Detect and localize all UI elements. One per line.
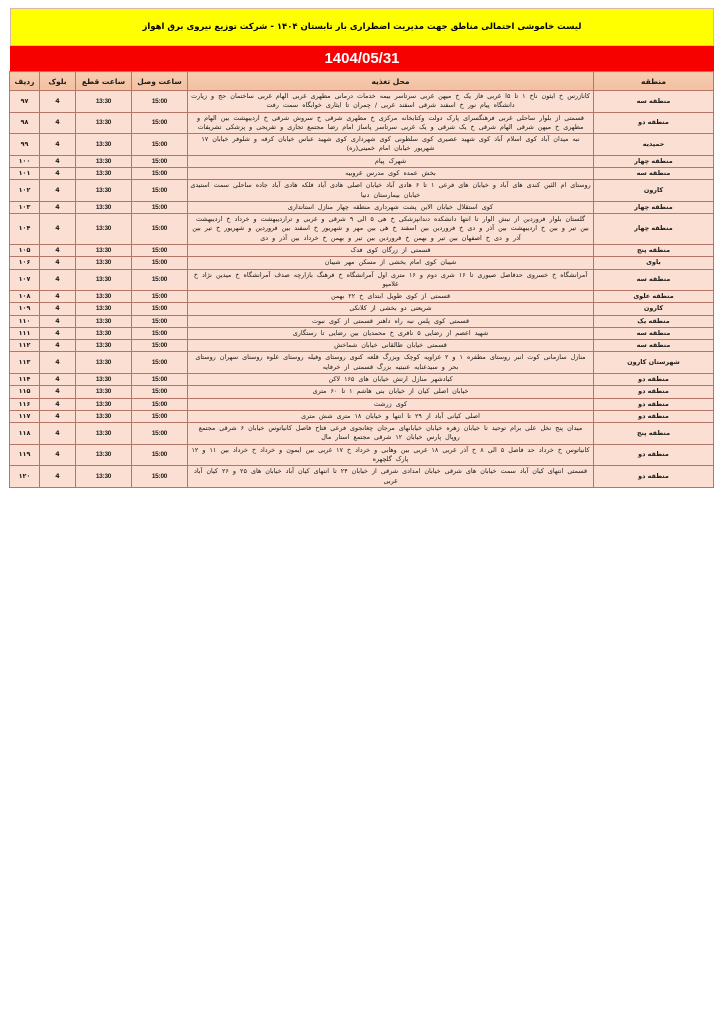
table-row xyxy=(10,214,714,245)
cell-block: 4 xyxy=(40,374,76,386)
cell-off-time: 13:30 xyxy=(76,180,132,202)
cell-on-time: 15:00 xyxy=(132,444,188,466)
cell-region: منطقه یک xyxy=(594,315,714,327)
cell-place: بخش عمده کوی مدرس غروبیه xyxy=(188,167,594,179)
cell-on-time: 15:00 xyxy=(132,386,188,398)
cell-off-time: 13:30 xyxy=(76,269,132,291)
cell-on-time: 15:00 xyxy=(132,257,188,269)
cell-on-time: 15:00 xyxy=(132,134,188,156)
cell-region: منطقه سه xyxy=(594,91,714,113)
cell-on-time: 15:00 xyxy=(132,315,188,327)
table-row xyxy=(10,91,714,113)
cell-off-time: 13:30 xyxy=(76,340,132,352)
table-header-row xyxy=(10,72,714,91)
cell-row-number: ۱۱۶ xyxy=(10,398,40,410)
cell-off-time: 13:30 xyxy=(76,257,132,269)
cell-row-number: ۱۱۸ xyxy=(10,423,40,445)
cell-row-number: ۱۰۱ xyxy=(10,167,40,179)
table-row xyxy=(10,112,714,134)
table-row xyxy=(10,167,714,179)
cell-place: گلستان بلوار فروردین از نبش الوار تا انتها دانشکده دندانپزشکی خ هی ۵ الی ۹ شرقی و غربی و تراردیبهشت و خرداد خ اردیبهشت بین تیر و بین خ اردیبهشت بین آذر و دی خ فروردین بین اسفند خ هی بین مهر و شهریور خ اسفند بین فروردین و شهریور خ تیر بین آذر و دی خ اصفهان بین تیر و بهمن خ فروردین بین تیر و بهمن خ خرداد بین آذر و دی xyxy=(188,214,594,245)
table-row xyxy=(10,374,714,386)
cell-off-time: 13:30 xyxy=(76,466,132,488)
cell-region: منطقه چهار xyxy=(594,201,714,213)
cell-block: 4 xyxy=(40,327,76,339)
cell-region: منطقه چهار xyxy=(594,155,714,167)
table-row xyxy=(10,327,714,339)
cell-block: 4 xyxy=(40,466,76,488)
cell-place: کیادشهر منازل ارتش خیابان های ۱۶۵ لاکن xyxy=(188,374,594,386)
cell-on-time: 15:00 xyxy=(132,352,188,374)
cell-place: خیابان اصلی کیان از خیابان بنی هاشم ۱ تا ۶۰ متری xyxy=(188,386,594,398)
cell-region: منطقه پنج xyxy=(594,423,714,445)
cell-block: 4 xyxy=(40,180,76,202)
cell-region: باوی xyxy=(594,257,714,269)
cell-off-time: 13:30 xyxy=(76,201,132,213)
cell-row-number: ۱۰۶ xyxy=(10,257,40,269)
cell-off-time: 13:30 xyxy=(76,303,132,315)
cell-row-number: ۱۱۱ xyxy=(10,327,40,339)
cell-on-time: 15:00 xyxy=(132,374,188,386)
cell-row-number: ۱۱۹ xyxy=(10,444,40,466)
cell-on-time: 15:00 xyxy=(132,91,188,113)
cell-region: منطقه دو xyxy=(594,410,714,422)
cell-off-time: 13:30 xyxy=(76,291,132,303)
cell-block: 4 xyxy=(40,167,76,179)
cell-region: حمیدیه xyxy=(594,134,714,156)
cell-block: 4 xyxy=(40,386,76,398)
cell-region: منطقه سه xyxy=(594,327,714,339)
table-row xyxy=(10,466,714,488)
cell-off-time: 13:30 xyxy=(76,167,132,179)
cell-off-time: 13:30 xyxy=(76,444,132,466)
table-row xyxy=(10,244,714,256)
cell-row-number: ۱۱۵ xyxy=(10,386,40,398)
cell-row-number: ۹۷ xyxy=(10,91,40,113)
cell-row-number: ۱۱۰ xyxy=(10,315,40,327)
cell-row-number: ۱۰۵ xyxy=(10,244,40,256)
table-row xyxy=(10,444,714,466)
cell-off-time: 13:30 xyxy=(76,214,132,245)
cell-region: منطقه دو xyxy=(594,112,714,134)
cell-row-number: ۱۱۷ xyxy=(10,410,40,422)
cell-off-time: 13:30 xyxy=(76,352,132,374)
cell-on-time: 15:00 xyxy=(132,410,188,422)
cell-off-time: 13:30 xyxy=(76,315,132,327)
cell-region: منطقه پنج xyxy=(594,244,714,256)
cell-place: شهرک پیام xyxy=(188,155,594,167)
cell-on-time: 15:00 xyxy=(132,180,188,202)
cell-block: 4 xyxy=(40,244,76,256)
cell-on-time: 15:00 xyxy=(132,112,188,134)
cell-place: قسمتی انتهای کیان آباد سمت خیابان های شرقی خیابان امدادی شرقی از خیابان ۲۴ تا انتهای کیان آباد خیابان های ۲۵ و ۲۶ کیان آباد غربی xyxy=(188,466,594,488)
cell-block: 4 xyxy=(40,315,76,327)
cell-place: قسمتی از کوی طویل ابتدای خ ۲۲ بهمن xyxy=(188,291,594,303)
column-header-place: محل تغذیه xyxy=(188,72,594,91)
table-row xyxy=(10,315,714,327)
table-row xyxy=(10,155,714,167)
table-row xyxy=(10,257,714,269)
cell-off-time: 13:30 xyxy=(76,374,132,386)
cell-place: شریعتی دو بخشی از کلانکی xyxy=(188,303,594,315)
cell-region: منطقه دو xyxy=(594,386,714,398)
cell-off-time: 13:30 xyxy=(76,386,132,398)
table-row xyxy=(10,303,714,315)
cell-block: 4 xyxy=(40,410,76,422)
table-row xyxy=(10,269,714,291)
cell-on-time: 15:00 xyxy=(132,167,188,179)
cell-place: کانازرس خ ایثون ناخ ۱ تا ۵ا غربی فاز یک خ میهن غربی سرتاسر بیمه خدمات درمانی مطهری غربی الهام غربی ساختمان حج و زیارت دانشگاه پیام نور خ اسفند شرقی اسفند غربی / چمران تا ایثاری خوابگاه سمت رفت xyxy=(188,91,594,113)
cell-place: نبه میدان آباد کوی اسلام آباد کوی شهید عصیری کوی سلطونی کوی شهرداری کوی شهید عباس خیابان کرفه و شلوفر خیابان ۱۷ شهریور خیابان امام خمینی(ره) xyxy=(188,134,594,156)
cell-off-time: 13:30 xyxy=(76,423,132,445)
document-title: لیست خاموشی احتمالی مناطق جهت مدیریت اضطراری بار تابستان ۱۴۰۴ - شرکت توزیع نیروی برق اهواز xyxy=(11,9,714,46)
cell-block: 4 xyxy=(40,269,76,291)
cell-on-time: 15:00 xyxy=(132,291,188,303)
cell-on-time: 15:00 xyxy=(132,340,188,352)
cell-place: اصلی کیانی آباد از ۲۹ تا انتها و خیابان ۱۸ متری شش متری xyxy=(188,410,594,422)
cell-region: منطقه سه xyxy=(594,340,714,352)
table-row xyxy=(10,398,714,410)
cell-off-time: 13:30 xyxy=(76,410,132,422)
cell-row-number: ۱۰۹ xyxy=(10,303,40,315)
table-row xyxy=(10,423,714,445)
cell-region: منطقه چهار xyxy=(594,214,714,245)
cell-row-number: ۱۱۳ xyxy=(10,352,40,374)
cell-off-time: 13:30 xyxy=(76,398,132,410)
cell-region: منطقه دو xyxy=(594,466,714,488)
cell-region: منطقه دو xyxy=(594,374,714,386)
cell-block: 4 xyxy=(40,201,76,213)
cell-block: 4 xyxy=(40,398,76,410)
cell-off-time: 13:30 xyxy=(76,244,132,256)
title-row xyxy=(11,9,714,46)
column-header-off-time: ساعت قطع xyxy=(76,72,132,91)
cell-block: 4 xyxy=(40,423,76,445)
cell-row-number: ۱۰۷ xyxy=(10,269,40,291)
cell-on-time: 15:00 xyxy=(132,269,188,291)
cell-row-number: ۱۰۸ xyxy=(10,291,40,303)
column-header-row: ردیف xyxy=(10,72,40,91)
cell-place: میدان پنج نخل علی برام توحید تا خیابان زهره خیابان خیابانهای مرجان چغانجوی فرعی فتاح فاصل کانیاتوس خیابان ۶ شرقی مجتمع روپال پارس خیابان ۱۲ شرقی مجتمع استار مال xyxy=(188,423,594,445)
date-row xyxy=(11,46,714,71)
cell-off-time: 13:30 xyxy=(76,327,132,339)
cell-block: 4 xyxy=(40,444,76,466)
cell-block: 4 xyxy=(40,340,76,352)
cell-row-number: ۱۱۴ xyxy=(10,374,40,386)
cell-region: کارون xyxy=(594,180,714,202)
cell-block: 4 xyxy=(40,352,76,374)
cell-block: 4 xyxy=(40,134,76,156)
cell-place: روستای ام الئین کندی های آباد و خیابان های فرعی ۱ تا ۶ هادی آباد خیابان اصلی هادی آباد فلکه هادی آباد جاده ساحلی سمت استیدی خیابان بیمارستان دنیا xyxy=(188,180,594,202)
cell-place: قسمتی کوی پلس نبه راه داهنر قسمتی از کوی نبوت xyxy=(188,315,594,327)
table-row xyxy=(10,201,714,213)
cell-block: 4 xyxy=(40,214,76,245)
cell-place: آمرانشگاه خ خسروی حدفاصل صیوری تا ۱۶ شری دوم و ۱۶ متری اول آمرانشگاه خ فرهنگ بازارچه صدف آمرانشگاه خ میدین نژاد خ غلامپو xyxy=(188,269,594,291)
cell-place: کوی استقلال خیابان الاین پشت شهرداری منطقه چهار منازل استانداری xyxy=(188,201,594,213)
cell-on-time: 15:00 xyxy=(132,423,188,445)
cell-off-time: 13:30 xyxy=(76,134,132,156)
cell-place: شهید اعصم از رضایی ۵ نافری خ محمدیان بین رضایی تا رستگاری xyxy=(188,327,594,339)
cell-region: منطقه دو xyxy=(594,444,714,466)
table-row xyxy=(10,410,714,422)
document-header-table xyxy=(10,8,714,71)
column-header-block: بلوک xyxy=(40,72,76,91)
cell-on-time: 15:00 xyxy=(132,201,188,213)
cell-on-time: 15:00 xyxy=(132,466,188,488)
cell-place: قسمتی خیابان طالقانی خیابان شماخش xyxy=(188,340,594,352)
table-row xyxy=(10,180,714,202)
document-date: 1404/05/31 xyxy=(11,46,714,71)
cell-row-number: ۱۰۲ xyxy=(10,180,40,202)
cell-block: 4 xyxy=(40,155,76,167)
cell-region: منطقه دو xyxy=(594,398,714,410)
cell-on-time: 15:00 xyxy=(132,398,188,410)
cell-block: 4 xyxy=(40,91,76,113)
cell-on-time: 15:00 xyxy=(132,244,188,256)
cell-off-time: 13:30 xyxy=(76,112,132,134)
cell-on-time: 15:00 xyxy=(132,327,188,339)
table-row xyxy=(10,340,714,352)
table-row xyxy=(10,291,714,303)
cell-on-time: 15:00 xyxy=(132,155,188,167)
cell-row-number: ۱۰۰ xyxy=(10,155,40,167)
cell-on-time: 15:00 xyxy=(132,303,188,315)
cell-region: منطقه سه xyxy=(594,269,714,291)
cell-place: کوی زرشت xyxy=(188,398,594,410)
cell-region: کارون xyxy=(594,303,714,315)
table-row xyxy=(10,352,714,374)
table-row xyxy=(10,134,714,156)
cell-row-number: ۹۸ xyxy=(10,112,40,134)
cell-block: 4 xyxy=(40,112,76,134)
cell-row-number: ۱۲۰ xyxy=(10,466,40,488)
outage-schedule-table xyxy=(9,71,714,488)
cell-place: قسمتی از بلوار ساحلی غربی فرهنگسرای پارک دولت وکتابخانه مرکزی خ مطهری شرقی خ سروش شرقی خ ارديبهشت بین الهام و مطهری خ میهن شرقی الهام شرقی خ یک شرقی و یک غربی سرتاسر پاساژ امام رضا مجتمع تجاری و تفریحی و پزشکی تشریفات xyxy=(188,112,594,134)
table-body xyxy=(10,91,714,488)
cell-off-time: 13:30 xyxy=(76,155,132,167)
cell-region: منطقه علوی xyxy=(594,291,714,303)
table-row xyxy=(10,386,714,398)
cell-block: 4 xyxy=(40,257,76,269)
cell-row-number: ۹۹ xyxy=(10,134,40,156)
cell-region: منطقه سه xyxy=(594,167,714,179)
cell-row-number: ۱۰۴ xyxy=(10,214,40,245)
cell-place: کانیاتوس خ خرداد حد فاصل ۵ الی ۸ خ آذر غربی ۱۸ غربی بین وهابی و خرداد خ ۱۷ غربی بین ایمون و خرداد خ خرداد بین ۱۱ و ۱۲ پارک گلچهره xyxy=(188,444,594,466)
cell-off-time: 13:30 xyxy=(76,91,132,113)
column-header-region: منطقه xyxy=(594,72,714,91)
cell-block: 4 xyxy=(40,303,76,315)
cell-row-number: ۱۱۲ xyxy=(10,340,40,352)
cell-row-number: ۱۰۳ xyxy=(10,201,40,213)
cell-place: قسمتی از زرگان کوی فدک xyxy=(188,244,594,256)
cell-on-time: 15:00 xyxy=(132,214,188,245)
cell-region: شهرستان کارون xyxy=(594,352,714,374)
cell-place: شیبان کوی امام بخشی از مسکن مهر شیبان xyxy=(188,257,594,269)
cell-place: منازل سازمانی کوت انبر روستای مطفره ۱ و ۲ غزاویه کوچک وبزرگ قلعه کنوی روستای وفیله روستای علوه روستای سهران روستای بحر و سیدعنایه عنبتیه بزرگ قسمتی از خرفایه xyxy=(188,352,594,374)
column-header-on-time: ساعت وصل xyxy=(132,72,188,91)
cell-block: 4 xyxy=(40,291,76,303)
